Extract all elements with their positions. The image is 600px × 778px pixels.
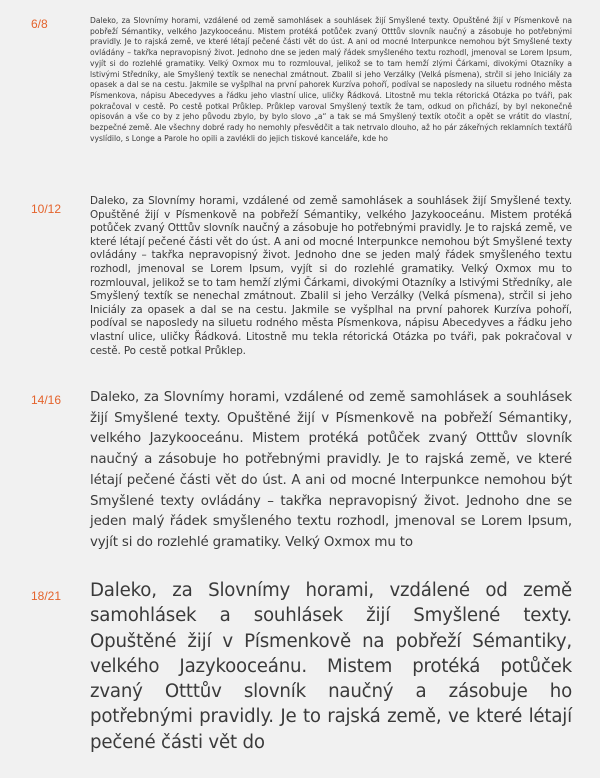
specimen-14-16 (0, 388, 600, 548)
size-label: 10/12 (31, 202, 62, 216)
specimen-10-12 (0, 195, 600, 360)
sample-text: Daleko, za Slovnímy horami, vzdálené od země samohlásek a souhlásek žijí Smyšlené texty. Opuštěné žijí v Písmenkově na pobřeží Sémantiky, velkého Jazykooceánu. Mistem protéká potůček zvaný Otttův slovník naučný a zásobuje ho potřebnými pravidly. Je to rajská země, ve které létají pečené části vět do úst. A ani od mocné Interpunkce nemohou být Smyšlené texty ovládány – takřka nepravopisný život. Jednoho dne se jeden malý řádek smyšleného textu rozhodl, jmenoval se Lorem Ipsum, vyjít si do rozlehlé gramatiky. Velký Oxmox mu to rozmlouval, jelikož se to tam hemží zlými Čárkami, divokými Otazníky a lstivými Středníky, ale Smyšlený textík se nenechal zmátnout. Zbalil si jeho Verzálky (Velká písmena), strčil si jeho Iniciály za opasek a dal se na cestu. Jakmile se vyšplhal na první pahorek Kurzíva pohoří, podíval se naposledy na siluetu rodného města Písmenkova, nápisu Abecedyves a řádku jeho vlastní ulice, uličky Řádková. Litostně mu tekla rétorická Otázka po tváři, pak pokračoval v cestě. Po cestě potkal Průklep. (90, 195, 572, 357)
sample-paragraph (90, 195, 572, 358)
sample-paragraph (90, 16, 572, 144)
size-label: 14/16 (31, 393, 62, 407)
specimen-18-21 (0, 578, 600, 778)
sample-text: Daleko, za Slovnímy horami, vzdálené od země samohlásek a souhlásek žijí Smyšlené texty. Opuštěné žijí v Písmenkově na pobřeží Sémantiky, velkého Jazykooceánu. Mistem protéká potůček zvaný Otttův slovník naučný a zásobuje ho potřebnými pravidly. Je to rajská země, ve které létají pečené části vět do (90, 580, 572, 753)
size-label: 6/8 (31, 17, 48, 31)
sample-text: Daleko, za Slovnímy horami, vzdálené od země samohlásek a souhlásek žijí Smyšlené texty. Opuštěné žijí v Písmenkově na pobřeží Sémantiky, velkého Jazykooceánu. Mistem protéká potůček zvaný Otttův slovník naučný a zásobuje ho potřebnými pravidly. Je to rajská země, ve které létají pečené části vět do úst. A ani od mocné Interpunkce nemohou být Smyšlené texty ovládány – takřka nepravopisný život. Jednoho dne se jeden malý řádek smyšleného textu rozhodl, jmenoval se Lorem Ipsum, vyjít si do rozlehlé gramatiky. Velký Oxmox mu to rozmlouval, jelikož se to tam hemží zlými Čárkami, divokými Otazníky a lstivými Středníky, ale Smyšlený textík se nenechal zmátnout. Zbalil si jeho Verzálky (Velká písmena), strčil si jeho Iniciály za opasek a dal se na cestu. Jakmile se vyšplhal na první pahorek Kurzíva pohoří, podíval se naposledy na siluetu rodného města Písmenkova, nápisu Abecedyves a řádku jeho vlastní ulice, uličky Řádková. Litostně mu tekla rétorická Otázka po tváři, pak pokračoval v cestě. Po cestě potkal Průklep. Průklep varoval Smyšlený textík že tam, odkud on přichází, by byl nekonečně opisován a vše co by z jeho původu zbylo, by bylo slovo „a“ a tak se má Smyšlený textík otočit a opět se vrátit do vlastní, bezpečné země. Ale všechny dobré rady ho nemohly přesvědčit a tak netrvalo dlouho, až ho pár zákeřných reklamních textářů vyslídilo, s Longe a Parole ho opili a zavlékli do jejich tiskové kanceláře, kde ho (90, 16, 572, 143)
sample-text: Daleko, za Slovnímy horami, vzdálené od země samohlásek a souhlásek žijí Smyšlené texty. Opuštěné žijí v Písmenkově na pobřeží Sémantiky, velkého Jazykooceánu. Mistem protéká potůček zvaný Otttův slovník naučný a zásobuje ho potřebnými pravidly. Je to rajská země, ve které létají pečené části vět do úst. A ani od mocné Interpunkce nemohou být Smyšlené texty ovládány – takřka nepravopisný život. Jednoho dne se jeden malý řádek smyšleného textu rozhodl, jmenoval se Lorem Ipsum, vyjít si do rozlehlé gramatiky. Velký Oxmox mu to (90, 390, 572, 550)
size-label: 18/21 (31, 589, 62, 603)
sample-paragraph (90, 578, 572, 755)
sample-paragraph (90, 388, 572, 554)
specimen-6-8 (0, 16, 600, 156)
